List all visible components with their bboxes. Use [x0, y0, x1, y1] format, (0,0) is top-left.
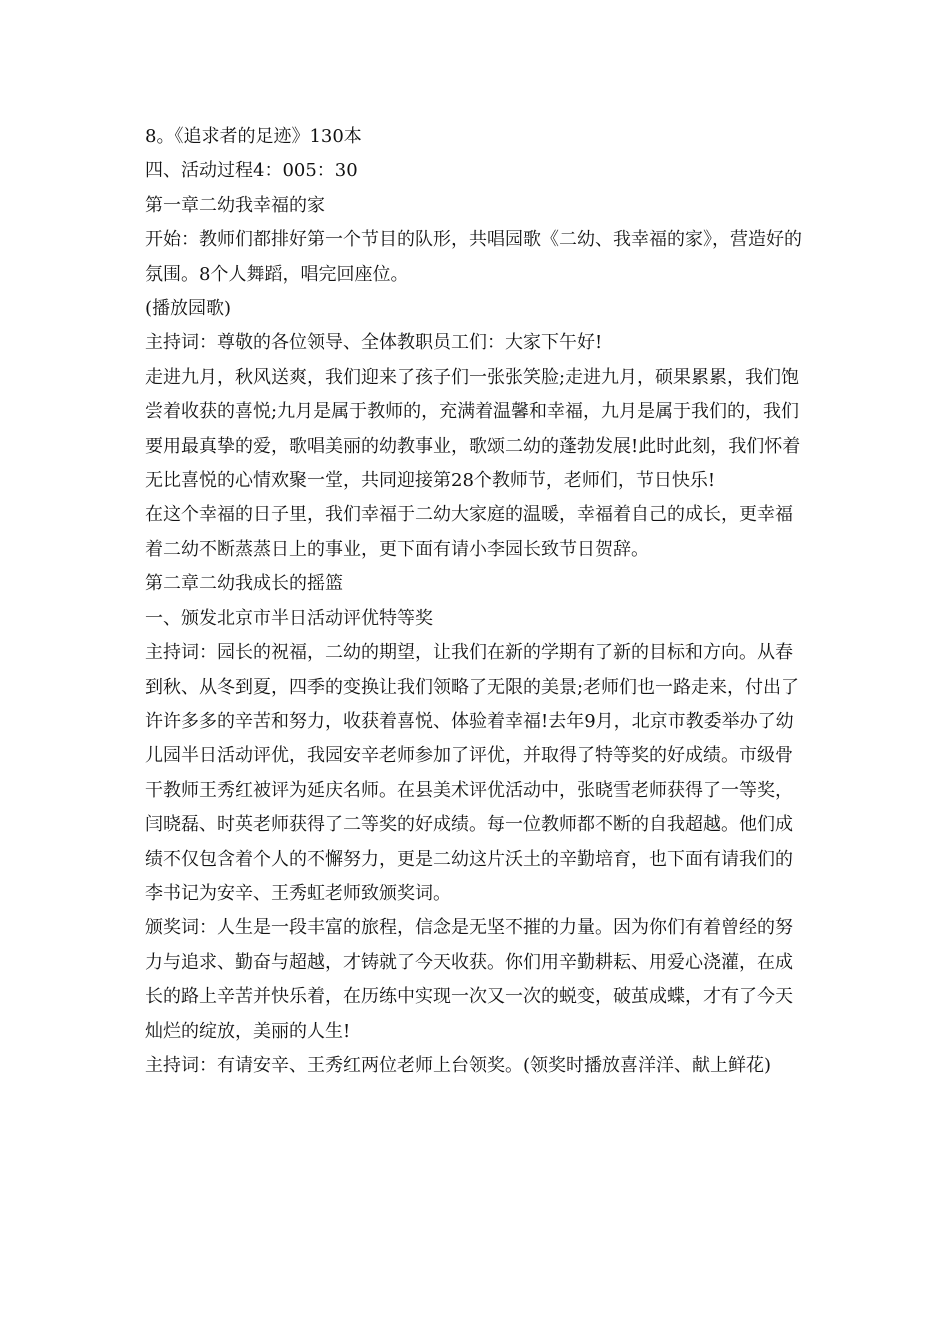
host-greeting: 主持词：尊敬的各位领导、全体教职员工们：大家下午好! [145, 332, 603, 354]
paragraph-happy-day: 在这个幸福的日子里，我们幸福于二幼大家庭的温暖，幸福着自己的成长，更幸福着二幼不断蒸蒸日上的事业，更下面有请小李园长致节日贺辞。 [145, 504, 793, 560]
document-body [145, 120, 810, 1083]
host-invite-teachers: 主持词：有请安辛、王秀红两位老师上台领奖。(领奖时播放喜洋洋、献上鲜花) [145, 1054, 772, 1076]
award-citation: 颁奖词：人生是一段丰富的旅程，信念是无坚不摧的力量。因为你们有着曾经的努力与追求、勤奋与超越，才铸就了今天收获。你们用辛勤耕耘、用爱心浇灌，在成长的路上辛苦并快乐着，在历练中实现一次又一次的蜕变，破茧成蝶，才有了今天灿烂的绽放，美丽的人生! [145, 917, 793, 1042]
chapter-heading-1: 第一章二幼我幸福的家 [145, 194, 325, 216]
chapter-heading-2: 第二章二幼我成长的摇篮 [145, 573, 343, 595]
stage-direction-play-song: (播放园歌) [145, 298, 232, 320]
paragraph-september: 走进九月，秋风送爽，我们迎来了孩子们一张张笑脸;走进九月，硕果累累，我们饱尝着收获的喜悦;九月是属于教师的，充满着温馨和幸福，九月是属于我们的，我们要用最真挚的爱，歌唱美丽的幼教事业，歌颂二幼的蓬勃发展!此时此刻，我们怀着无比喜悦的心情欢聚一堂，共同迎接第28个教师节，老师们，节日快乐! [145, 366, 801, 492]
section-heading-activity-process: 四、活动过程4：005：30 [145, 160, 358, 182]
paragraph-opening: 开始：教师们都排好第一个节目的队形，共唱园歌《二幼、我幸福的家》，营造好的氛围。8个人舞蹈，唱完回座位。 [145, 229, 802, 285]
award-heading: 一、颁发北京市半日活动评优特等奖 [145, 607, 433, 629]
host-speech-awards: 主持词：园长的祝福，二幼的期望，让我们在新的学期有了新的目标和方向。从春到秋、从冬到夏，四季的变换让我们领略了无限的美景;老师们也一路走来，付出了许许多多的辛苦和努力，收获着喜悦、体验着幸福!去年9月，北京市教委举办了幼儿园半日活动评优，我园安辛老师参加了评优，并取得了特等奖的好成绩。市级骨干教师王秀红被评为延庆名师。在县美术评优活动中，张晓雪老师获得了一等奖，闫晓磊、时英老师获得了二等奖的好成绩。每一位教师都不断的自我超越。他们成绩不仅包含着个人的不懈努力，更是二幼这片沃土的辛勤培育，也下面有请我们的李书记为安辛、王秀虹老师致颁奖词。 [145, 642, 800, 904]
list-item-book-8: 8。《追求者的足迹》130本 [145, 126, 362, 147]
